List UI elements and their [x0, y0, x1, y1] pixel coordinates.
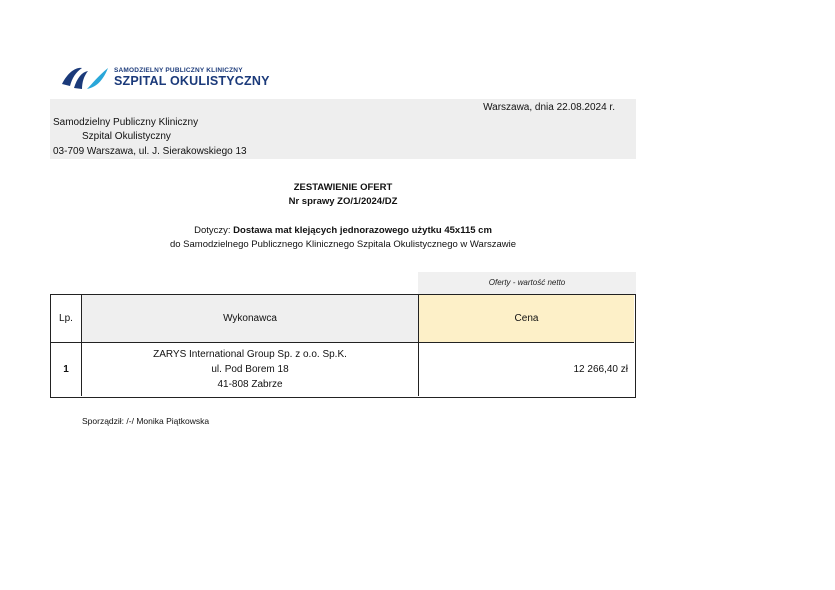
eye-logo-icon	[60, 62, 110, 94]
case-number: Nr sprawy ZO/1/2024/DZ	[288, 196, 398, 207]
contractor-street: ul. Pod Borem 18	[211, 364, 289, 375]
row-lp: 1	[51, 343, 82, 396]
row-price: 12 266,40 zł	[573, 364, 628, 375]
subject-line	[50, 225, 636, 236]
prepared-by: Sporządził: /-/ Monika Piątkowska	[82, 416, 210, 426]
logo-text-line1: SAMODZIELNY PUBLICZNY KLINICZNY	[114, 67, 243, 74]
address-line3: 03-709 Warszawa, ul. J. Sierakowskiego 13	[53, 146, 247, 157]
document-title: ZESTAWIENIE OFERT	[293, 182, 393, 193]
place-date: Warszawa, dnia 22.08.2024 r.	[483, 102, 615, 113]
hospital-logo	[60, 62, 270, 94]
subject-bold: Dostawa mat klejących jednorazowego użytku 45x115 cm	[233, 225, 492, 236]
logo-text-line2: SZPITAL OKULISTYCZNY	[114, 74, 270, 88]
contractor-city: 41-808 Zabrze	[217, 379, 283, 390]
offers-caption: Oferty - wartość netto	[418, 272, 636, 294]
offers-table	[50, 294, 636, 398]
header-lp: Lp.	[51, 295, 82, 343]
header-price: Cena	[419, 295, 634, 343]
header-contractor: Wykonawca	[82, 295, 419, 343]
subject-line2: do Samodzielnego Publicznego Klinicznego Szpitala Okulistycznego w Warszawie	[169, 239, 517, 250]
row-contractor	[82, 343, 419, 396]
contractor-name: ZARYS International Group Sp. z o.o. Sp.K.	[153, 349, 347, 360]
address-line2: Szpital Okulistyczny	[82, 131, 171, 142]
subject-prefix: Dotyczy:	[194, 225, 234, 236]
address-line1: Samodzielny Publiczny Kliniczny	[53, 117, 199, 128]
